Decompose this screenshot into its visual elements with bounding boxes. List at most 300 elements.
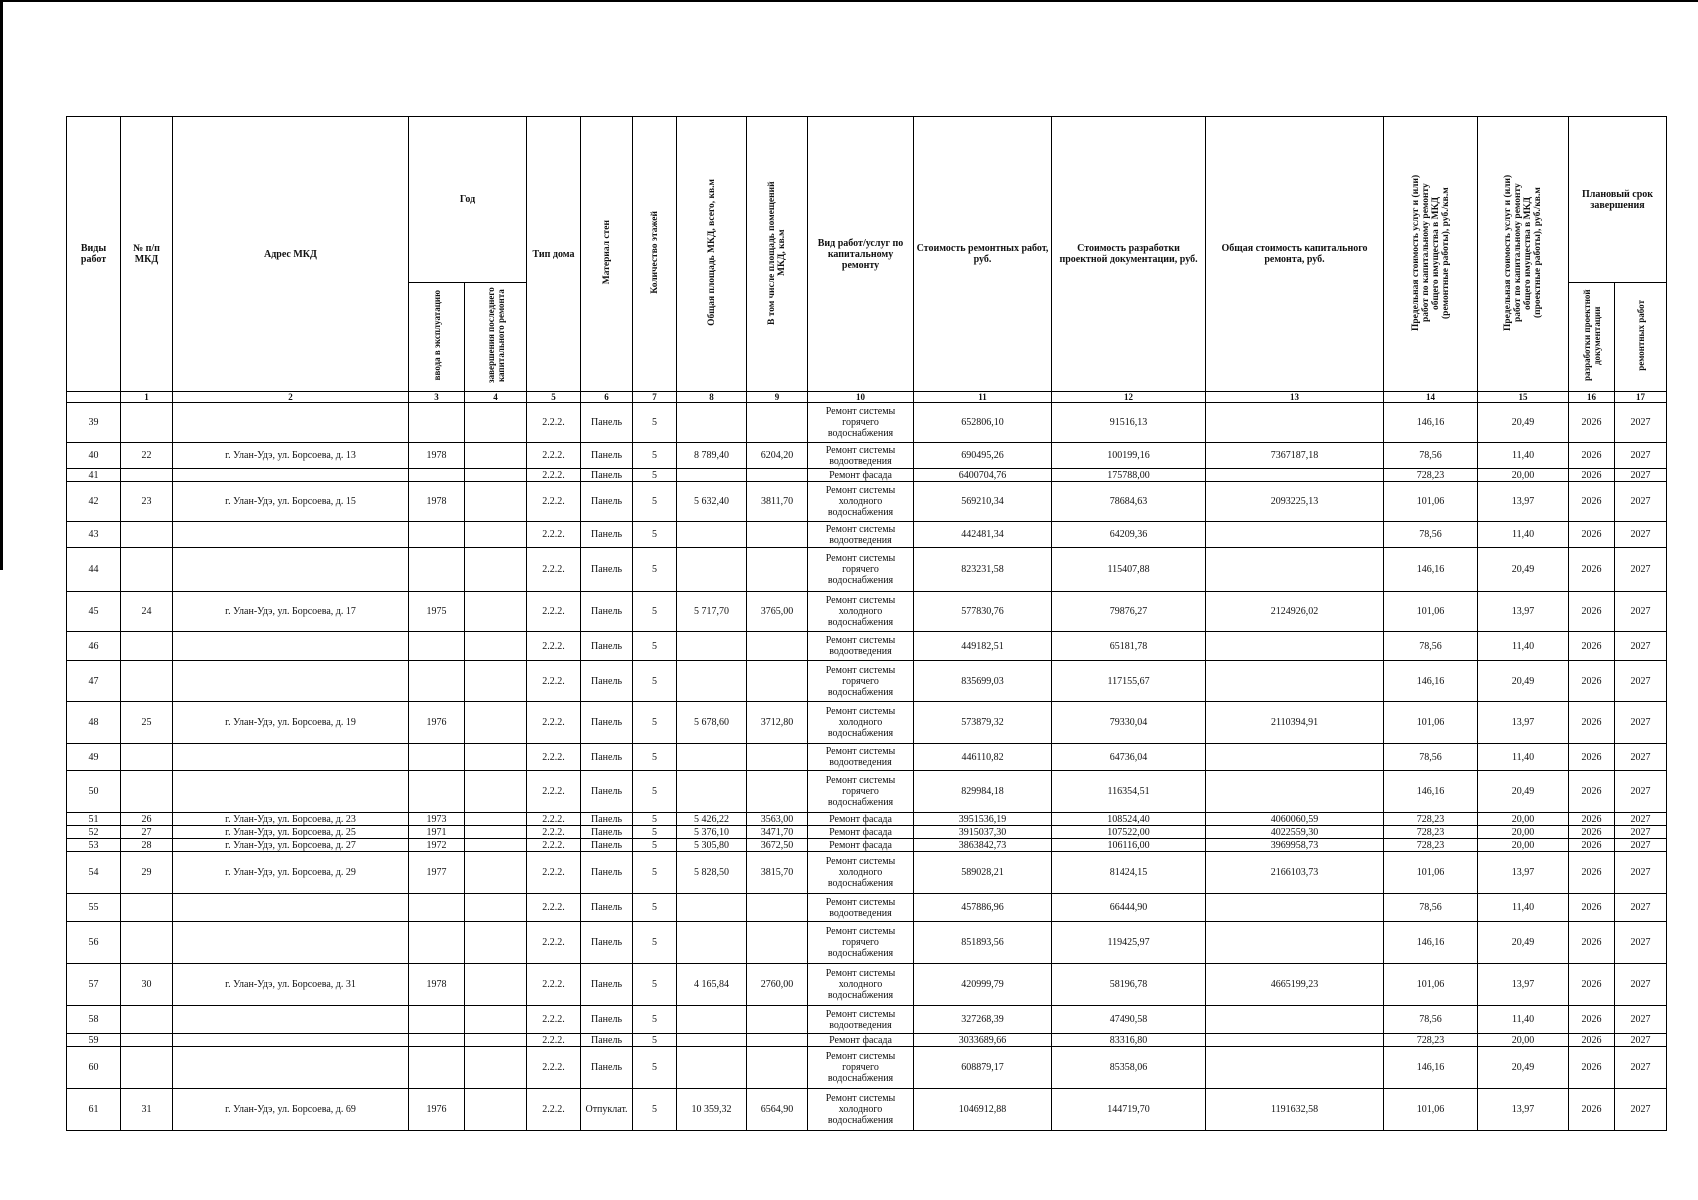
mkd-number: 29 — [121, 852, 173, 894]
work-kind: Ремонт системы водоотведения — [808, 744, 914, 771]
row-number: 57 — [67, 964, 121, 1006]
row-number: 59 — [67, 1034, 121, 1047]
total-cost — [1206, 922, 1384, 964]
repair-cost: 577830,76 — [914, 592, 1052, 632]
premises-area — [747, 469, 808, 482]
floors: 5 — [633, 839, 677, 852]
limit-design-cost: 20,00 — [1478, 469, 1569, 482]
row-number: 58 — [67, 1006, 121, 1034]
address-cell — [173, 1034, 409, 1047]
deadline-repair: 2027 — [1615, 482, 1667, 522]
repair-cost: 569210,34 — [914, 482, 1052, 522]
table-row — [67, 482, 1667, 522]
limit-design-cost: 13,97 — [1478, 852, 1569, 894]
repair-cost: 823231,58 — [914, 548, 1052, 592]
premises-area — [747, 522, 808, 548]
address-cell — [173, 661, 409, 702]
deadline-design: 2026 — [1569, 922, 1615, 964]
column-number: 3 — [409, 392, 465, 403]
work-kind: Ремонт системы холодного водоснабжения — [808, 852, 914, 894]
year-last-repair — [465, 1089, 527, 1131]
premises-area: 3471,70 — [747, 826, 808, 839]
wall-material: Панель — [581, 852, 633, 894]
total-cost: 2110394,91 — [1206, 702, 1384, 744]
mkd-number: 22 — [121, 443, 173, 469]
year-commissioned: 1978 — [409, 964, 465, 1006]
limit-repair-cost: 146,16 — [1384, 403, 1478, 443]
work-kind: Ремонт фасада — [808, 469, 914, 482]
design-cost: 106116,00 — [1052, 839, 1206, 852]
total-cost — [1206, 1006, 1384, 1034]
total-cost: 2093225,13 — [1206, 482, 1384, 522]
floors: 5 — [633, 1047, 677, 1089]
limit-design-cost: 13,97 — [1478, 702, 1569, 744]
total-cost: 3969958,73 — [1206, 839, 1384, 852]
total-cost: 2166103,73 — [1206, 852, 1384, 894]
header-repair-cost: Стоимость ремонтных работ, руб. — [914, 117, 1052, 392]
column-number-blank — [67, 392, 121, 403]
wall-material: Панель — [581, 813, 633, 826]
total-cost — [1206, 661, 1384, 702]
table-row — [67, 592, 1667, 632]
premises-area — [747, 771, 808, 813]
address-cell: г. Улан-Удэ, ул. Борсоева, д. 69 — [173, 1089, 409, 1131]
floors: 5 — [633, 522, 677, 548]
mkd-number — [121, 894, 173, 922]
row-number: 40 — [67, 443, 121, 469]
floors: 5 — [633, 813, 677, 826]
row-number: 53 — [67, 839, 121, 852]
wall-material: Панель — [581, 632, 633, 661]
year-last-repair — [465, 1006, 527, 1034]
year-last-repair — [465, 443, 527, 469]
year-commissioned: 1976 — [409, 702, 465, 744]
year-commissioned: 1976 — [409, 1089, 465, 1131]
deadline-design: 2026 — [1569, 661, 1615, 702]
deadline-repair: 2027 — [1615, 839, 1667, 852]
work-kind: Ремонт системы холодного водоснабжения — [808, 702, 914, 744]
premises-area: 3672,50 — [747, 839, 808, 852]
total-cost — [1206, 403, 1384, 443]
house-type: 2.2.2. — [527, 1089, 581, 1131]
table-row — [67, 1006, 1667, 1034]
year-last-repair — [465, 403, 527, 443]
limit-design-cost: 11,40 — [1478, 744, 1569, 771]
address-cell — [173, 548, 409, 592]
limit-design-cost: 20,49 — [1478, 922, 1569, 964]
work-kind: Ремонт системы водоотведения — [808, 443, 914, 469]
premises-area: 3712,80 — [747, 702, 808, 744]
year-commissioned: 1978 — [409, 443, 465, 469]
scan-edge-top — [0, 0, 1698, 2]
deadline-design: 2026 — [1569, 1089, 1615, 1131]
column-number: 12 — [1052, 392, 1206, 403]
total-area: 5 632,40 — [677, 482, 747, 522]
floors: 5 — [633, 826, 677, 839]
premises-area: 3563,00 — [747, 813, 808, 826]
row-number: 41 — [67, 469, 121, 482]
total-cost: 7367187,18 — [1206, 443, 1384, 469]
deadline-repair: 2027 — [1615, 702, 1667, 744]
address-cell — [173, 469, 409, 482]
total-area: 10 359,32 — [677, 1089, 747, 1131]
work-kind: Ремонт фасада — [808, 1034, 914, 1047]
deadline-design: 2026 — [1569, 813, 1615, 826]
total-area — [677, 1047, 747, 1089]
house-type: 2.2.2. — [527, 1034, 581, 1047]
year-commissioned — [409, 661, 465, 702]
total-area — [677, 522, 747, 548]
design-cost: 47490,58 — [1052, 1006, 1206, 1034]
deadline-repair: 2027 — [1615, 826, 1667, 839]
table-row — [67, 964, 1667, 1006]
table-row — [67, 922, 1667, 964]
house-type: 2.2.2. — [527, 632, 581, 661]
deadline-repair: 2027 — [1615, 469, 1667, 482]
mkd-number — [121, 469, 173, 482]
floors: 5 — [633, 1034, 677, 1047]
table-row — [67, 1034, 1667, 1047]
table-row — [67, 771, 1667, 813]
total-area — [677, 548, 747, 592]
table-row — [67, 894, 1667, 922]
deadline-design: 2026 — [1569, 403, 1615, 443]
premises-area: 2760,00 — [747, 964, 808, 1006]
limit-repair-cost: 78,56 — [1384, 443, 1478, 469]
repair-cost: 608879,17 — [914, 1047, 1052, 1089]
total-cost — [1206, 522, 1384, 548]
house-type: 2.2.2. — [527, 522, 581, 548]
address-cell — [173, 744, 409, 771]
address-cell — [173, 522, 409, 548]
address-cell: г. Улан-Удэ, ул. Борсоева, д. 13 — [173, 443, 409, 469]
repair-cost: 851893,56 — [914, 922, 1052, 964]
year-last-repair — [465, 592, 527, 632]
year-commissioned: 1975 — [409, 592, 465, 632]
header-year-last-repair: завершения последнего капитального ремонта — [465, 283, 527, 392]
header-year-commissioning: ввода в эксплуатацию — [409, 283, 465, 392]
total-area — [677, 744, 747, 771]
year-last-repair — [465, 522, 527, 548]
design-cost: 108524,40 — [1052, 813, 1206, 826]
header-work-types: Виды работ — [67, 117, 121, 392]
total-cost — [1206, 1047, 1384, 1089]
year-last-repair — [465, 839, 527, 852]
header-design-cost: Стоимость разработки проектной документации, руб. — [1052, 117, 1206, 392]
deadline-design: 2026 — [1569, 469, 1615, 482]
year-commissioned — [409, 1047, 465, 1089]
repair-cost: 829984,18 — [914, 771, 1052, 813]
deadline-repair: 2027 — [1615, 443, 1667, 469]
premises-area: 3811,70 — [747, 482, 808, 522]
table-row — [67, 852, 1667, 894]
total-cost: 4022559,30 — [1206, 826, 1384, 839]
limit-repair-cost: 78,56 — [1384, 1006, 1478, 1034]
wall-material: Панель — [581, 702, 633, 744]
limit-repair-cost: 101,06 — [1384, 592, 1478, 632]
scan-edge-left — [0, 0, 3, 570]
row-number: 52 — [67, 826, 121, 839]
work-kind: Ремонт фасада — [808, 839, 914, 852]
wall-material: Панель — [581, 839, 633, 852]
row-number: 56 — [67, 922, 121, 964]
column-number: 10 — [808, 392, 914, 403]
limit-repair-cost: 101,06 — [1384, 964, 1478, 1006]
header-house-type: Тип дома — [527, 117, 581, 392]
floors: 5 — [633, 771, 677, 813]
premises-area — [747, 632, 808, 661]
design-cost: 85358,06 — [1052, 1047, 1206, 1089]
deadline-repair: 2027 — [1615, 592, 1667, 632]
design-cost: 117155,67 — [1052, 661, 1206, 702]
mkd-number — [121, 771, 173, 813]
house-type: 2.2.2. — [527, 826, 581, 839]
total-cost — [1206, 1034, 1384, 1047]
limit-repair-cost: 101,06 — [1384, 1089, 1478, 1131]
design-cost: 64736,04 — [1052, 744, 1206, 771]
total-area: 5 717,70 — [677, 592, 747, 632]
total-cost — [1206, 548, 1384, 592]
wall-material: Панель — [581, 826, 633, 839]
repair-cost: 449182,51 — [914, 632, 1052, 661]
column-number: 7 — [633, 392, 677, 403]
address-cell: г. Улан-Удэ, ул. Борсоева, д. 29 — [173, 852, 409, 894]
premises-area — [747, 894, 808, 922]
limit-design-cost: 20,49 — [1478, 771, 1569, 813]
deadline-repair: 2027 — [1615, 632, 1667, 661]
header-limit-design: Предельная стоимость услуг и (или) работ по капитальному ремонту общего имущества в МКД (проектные работы), руб./кв.м — [1478, 117, 1569, 392]
header-address: Адрес МКД — [173, 117, 409, 392]
table-row — [67, 548, 1667, 592]
floors: 5 — [633, 964, 677, 1006]
header-limit-repair: Предельная стоимость услуг и (или) работ по капитальному ремонту общего имущества в МКД (ремонтные работы), руб./кв.м — [1384, 117, 1478, 392]
house-type: 2.2.2. — [527, 852, 581, 894]
total-area: 5 305,80 — [677, 839, 747, 852]
limit-repair-cost: 728,23 — [1384, 839, 1478, 852]
design-cost: 100199,16 — [1052, 443, 1206, 469]
row-number: 54 — [67, 852, 121, 894]
work-kind: Ремонт системы горячего водоснабжения — [808, 771, 914, 813]
year-last-repair — [465, 826, 527, 839]
header-year: Год — [409, 117, 527, 283]
year-commissioned — [409, 1006, 465, 1034]
year-commissioned — [409, 771, 465, 813]
deadline-design: 2026 — [1569, 632, 1615, 661]
row-number: 51 — [67, 813, 121, 826]
limit-design-cost: 20,00 — [1478, 1034, 1569, 1047]
limit-design-cost: 20,00 — [1478, 813, 1569, 826]
premises-area — [747, 1034, 808, 1047]
work-kind: Ремонт системы горячего водоснабжения — [808, 1047, 914, 1089]
limit-design-cost: 11,40 — [1478, 522, 1569, 548]
limit-repair-cost: 78,56 — [1384, 632, 1478, 661]
row-number: 46 — [67, 632, 121, 661]
table-row — [67, 744, 1667, 771]
year-last-repair — [465, 964, 527, 1006]
year-commissioned — [409, 632, 465, 661]
year-commissioned — [409, 922, 465, 964]
wall-material: Панель — [581, 744, 633, 771]
limit-design-cost: 13,97 — [1478, 964, 1569, 1006]
year-last-repair — [465, 469, 527, 482]
repair-cost: 573879,32 — [914, 702, 1052, 744]
repair-cost: 690495,26 — [914, 443, 1052, 469]
deadline-design: 2026 — [1569, 522, 1615, 548]
deadline-repair: 2027 — [1615, 522, 1667, 548]
work-kind: Ремонт системы горячего водоснабжения — [808, 661, 914, 702]
deadline-repair: 2027 — [1615, 661, 1667, 702]
total-cost: 4665199,23 — [1206, 964, 1384, 1006]
wall-material: Панель — [581, 469, 633, 482]
design-cost: 64209,36 — [1052, 522, 1206, 548]
limit-design-cost: 20,49 — [1478, 403, 1569, 443]
year-last-repair — [465, 632, 527, 661]
deadline-repair: 2027 — [1615, 964, 1667, 1006]
floors: 5 — [633, 548, 677, 592]
column-number: 13 — [1206, 392, 1384, 403]
design-cost: 116354,51 — [1052, 771, 1206, 813]
mkd-number: 25 — [121, 702, 173, 744]
header-work-kind: Вид работ/услуг по капитальному ремонту — [808, 117, 914, 392]
floors: 5 — [633, 1006, 677, 1034]
column-number: 2 — [173, 392, 409, 403]
premises-area: 3815,70 — [747, 852, 808, 894]
table-row — [67, 661, 1667, 702]
design-cost: 79876,27 — [1052, 592, 1206, 632]
year-last-repair — [465, 744, 527, 771]
mkd-number — [121, 522, 173, 548]
row-number: 50 — [67, 771, 121, 813]
total-area — [677, 1034, 747, 1047]
deadline-repair: 2027 — [1615, 1006, 1667, 1034]
floors: 5 — [633, 403, 677, 443]
design-cost: 58196,78 — [1052, 964, 1206, 1006]
table-row — [67, 469, 1667, 482]
deadline-design: 2026 — [1569, 852, 1615, 894]
column-number: 15 — [1478, 392, 1569, 403]
mkd-number — [121, 1006, 173, 1034]
floors: 5 — [633, 852, 677, 894]
floors: 5 — [633, 1089, 677, 1131]
total-area: 5 828,50 — [677, 852, 747, 894]
wall-material: Панель — [581, 771, 633, 813]
premises-area — [747, 403, 808, 443]
year-commissioned — [409, 403, 465, 443]
work-kind: Ремонт фасада — [808, 813, 914, 826]
year-last-repair — [465, 852, 527, 894]
limit-design-cost: 13,97 — [1478, 482, 1569, 522]
repair-cost: 327268,39 — [914, 1006, 1052, 1034]
total-area — [677, 469, 747, 482]
limit-design-cost: 13,97 — [1478, 1089, 1569, 1131]
deadline-design: 2026 — [1569, 964, 1615, 1006]
repair-cost: 6400704,76 — [914, 469, 1052, 482]
work-kind: Ремонт системы водоотведения — [808, 894, 914, 922]
floors: 5 — [633, 632, 677, 661]
deadline-design: 2026 — [1569, 1034, 1615, 1047]
design-cost: 79330,04 — [1052, 702, 1206, 744]
total-area — [677, 661, 747, 702]
year-commissioned — [409, 522, 465, 548]
limit-repair-cost: 728,23 — [1384, 469, 1478, 482]
table-row — [67, 839, 1667, 852]
total-cost: 2124926,02 — [1206, 592, 1384, 632]
work-kind: Ремонт системы холодного водоснабжения — [808, 1089, 914, 1131]
total-area: 5 426,22 — [677, 813, 747, 826]
year-commissioned — [409, 894, 465, 922]
design-cost: 91516,13 — [1052, 403, 1206, 443]
deadline-repair: 2027 — [1615, 922, 1667, 964]
mkd-number: 30 — [121, 964, 173, 1006]
total-cost — [1206, 744, 1384, 771]
year-last-repair — [465, 771, 527, 813]
header-total-area: Общая площадь МКД, всего, кв.м — [677, 117, 747, 392]
mkd-number: 26 — [121, 813, 173, 826]
floors: 5 — [633, 443, 677, 469]
premises-area — [747, 548, 808, 592]
row-number: 39 — [67, 403, 121, 443]
year-commissioned: 1973 — [409, 813, 465, 826]
address-cell: г. Улан-Удэ, ул. Борсоева, д. 25 — [173, 826, 409, 839]
house-type: 2.2.2. — [527, 813, 581, 826]
mkd-number — [121, 403, 173, 443]
table-row — [67, 1089, 1667, 1131]
limit-design-cost: 13,97 — [1478, 592, 1569, 632]
address-cell: г. Улан-Удэ, ул. Борсоева, д. 27 — [173, 839, 409, 852]
year-last-repair — [465, 661, 527, 702]
total-area — [677, 632, 747, 661]
wall-material: Панель — [581, 548, 633, 592]
limit-repair-cost: 101,06 — [1384, 482, 1478, 522]
year-commissioned — [409, 744, 465, 771]
column-number: 17 — [1615, 392, 1667, 403]
table-row — [67, 813, 1667, 826]
design-cost: 83316,80 — [1052, 1034, 1206, 1047]
limit-design-cost: 11,40 — [1478, 894, 1569, 922]
limit-repair-cost: 146,16 — [1384, 922, 1478, 964]
floors: 5 — [633, 661, 677, 702]
total-cost — [1206, 771, 1384, 813]
wall-material: Отпуклат. — [581, 1089, 633, 1131]
header-deadline-design: разработки проектной документации — [1569, 283, 1615, 392]
address-cell — [173, 403, 409, 443]
row-number: 61 — [67, 1089, 121, 1131]
design-cost: 66444,90 — [1052, 894, 1206, 922]
total-area — [677, 894, 747, 922]
repair-cost: 3033689,66 — [914, 1034, 1052, 1047]
house-type: 2.2.2. — [527, 771, 581, 813]
limit-repair-cost: 78,56 — [1384, 744, 1478, 771]
deadline-repair: 2027 — [1615, 744, 1667, 771]
mkd-number — [121, 632, 173, 661]
premises-area — [747, 744, 808, 771]
table-body — [67, 403, 1667, 1131]
house-type: 2.2.2. — [527, 744, 581, 771]
table-row — [67, 443, 1667, 469]
row-number: 42 — [67, 482, 121, 522]
header-total-cost: Общая стоимость капитального ремонта, руб. — [1206, 117, 1384, 392]
repair-cost: 3951536,19 — [914, 813, 1052, 826]
deadline-repair: 2027 — [1615, 852, 1667, 894]
year-last-repair — [465, 922, 527, 964]
total-area — [677, 922, 747, 964]
total-area: 5 678,60 — [677, 702, 747, 744]
design-cost: 65181,78 — [1052, 632, 1206, 661]
house-type: 2.2.2. — [527, 1047, 581, 1089]
limit-repair-cost: 78,56 — [1384, 894, 1478, 922]
address-cell — [173, 1047, 409, 1089]
limit-repair-cost: 728,23 — [1384, 813, 1478, 826]
